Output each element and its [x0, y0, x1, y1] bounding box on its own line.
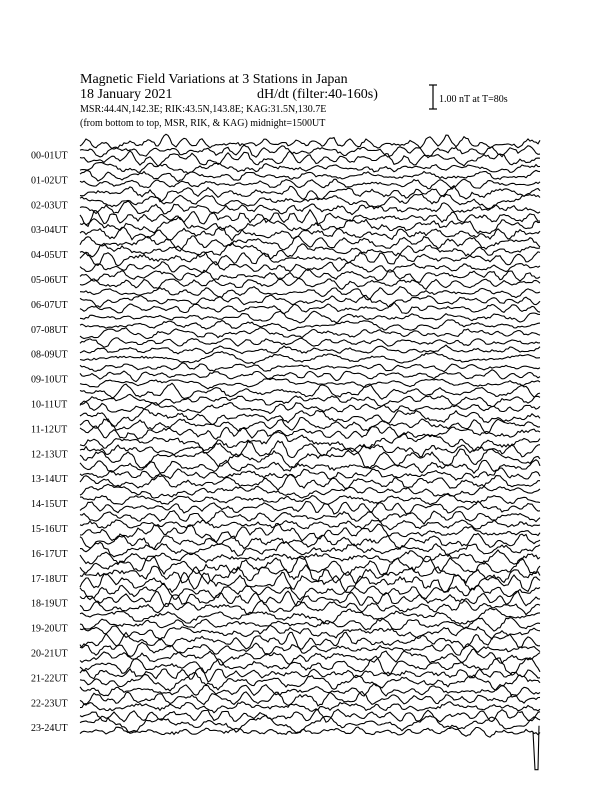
trace-kag	[80, 584, 540, 600]
trace-msr	[80, 352, 540, 364]
trace-msr	[80, 278, 540, 289]
trace-rik	[80, 269, 540, 283]
hour-label: 14-15UT	[31, 499, 68, 511]
scale-label: 1.00 nT at T=80s	[439, 94, 508, 105]
hour-label: 07-08UT	[31, 324, 68, 336]
trace-kag	[80, 432, 540, 452]
trace-msr	[80, 702, 540, 713]
hour-label: 21-22UT	[31, 673, 68, 685]
trace-rik	[80, 668, 540, 682]
component-label: dH/dt (filter:40-160s)	[257, 87, 378, 102]
trace-msr	[80, 302, 540, 314]
trace-kag	[80, 363, 540, 372]
trace-kag	[80, 484, 540, 498]
hour-label: 17-18UT	[31, 573, 68, 585]
trace-kag	[80, 383, 540, 399]
hour-label: 09-10UT	[31, 374, 68, 386]
hour-label: 16-17UT	[31, 548, 68, 560]
chart-title: Magnetic Field Variations at 3 Stations in Japan	[80, 72, 348, 87]
trace-rik	[80, 295, 540, 307]
hour-label: 00-01UT	[31, 150, 68, 162]
trace-rik	[80, 370, 540, 382]
trace-kag	[80, 311, 540, 323]
order-label: (from bottom to top, MSR, RIK, & KAG) midnight=1500UT	[80, 118, 326, 129]
hour-label: 22-23UT	[31, 698, 68, 710]
trace-rik	[80, 642, 540, 656]
trace-msr	[80, 649, 540, 665]
trace-kag	[80, 134, 540, 149]
trace-msr	[80, 673, 540, 691]
trace-msr	[80, 475, 540, 491]
chart-date: 18 January 2021	[80, 87, 173, 102]
hour-label: 02-03UT	[31, 200, 68, 212]
trace-rik	[80, 591, 540, 607]
hour-label: 23-24UT	[31, 723, 68, 735]
hour-label: 01-02UT	[31, 175, 68, 187]
trace-rik	[80, 494, 540, 505]
trace-rik	[80, 170, 540, 181]
trace-kag	[80, 684, 540, 698]
trace-msr	[80, 448, 540, 468]
trace-msr	[80, 727, 540, 737]
trace-kag	[80, 338, 540, 348]
trace-msr	[80, 501, 540, 514]
trace-kag	[80, 511, 540, 524]
hour-label: 05-06UT	[31, 275, 68, 286]
hour-label: 11-12UT	[31, 424, 68, 436]
trace-kag	[80, 287, 540, 300]
trace-rik	[80, 217, 540, 233]
scale-bar	[429, 85, 437, 109]
trace-rik	[80, 320, 540, 331]
trace-kag	[80, 163, 540, 174]
hour-label: 15-16UT	[31, 524, 68, 535]
trace-rik	[80, 692, 540, 706]
hour-label: 19-20UT	[31, 623, 68, 635]
hour-label: 20-21UT	[31, 648, 68, 660]
trace-rik	[80, 194, 540, 209]
trace-msr	[80, 179, 540, 189]
hour-label: 10-11UT	[31, 399, 68, 411]
trace-msr	[80, 328, 540, 339]
trace-rik	[80, 520, 540, 530]
trace-rik	[80, 345, 540, 354]
trace-msr	[80, 379, 540, 389]
hour-label: 13-14UT	[31, 474, 68, 486]
hour-label: 04-05UT	[31, 250, 68, 262]
stations-label: MSR:44.4N,142.3E; RIK:43.5N,143.8E; KAG:31.5N,130.7E	[80, 104, 327, 115]
hour-label: 06-07UT	[31, 299, 68, 311]
hour-label: 18-19UT	[31, 598, 68, 610]
hour-label: 12-13UT	[31, 449, 68, 461]
hour-label: 03-04UT	[31, 225, 68, 237]
trace-msr	[80, 201, 540, 215]
hour-label: 08-09UT	[31, 349, 68, 361]
